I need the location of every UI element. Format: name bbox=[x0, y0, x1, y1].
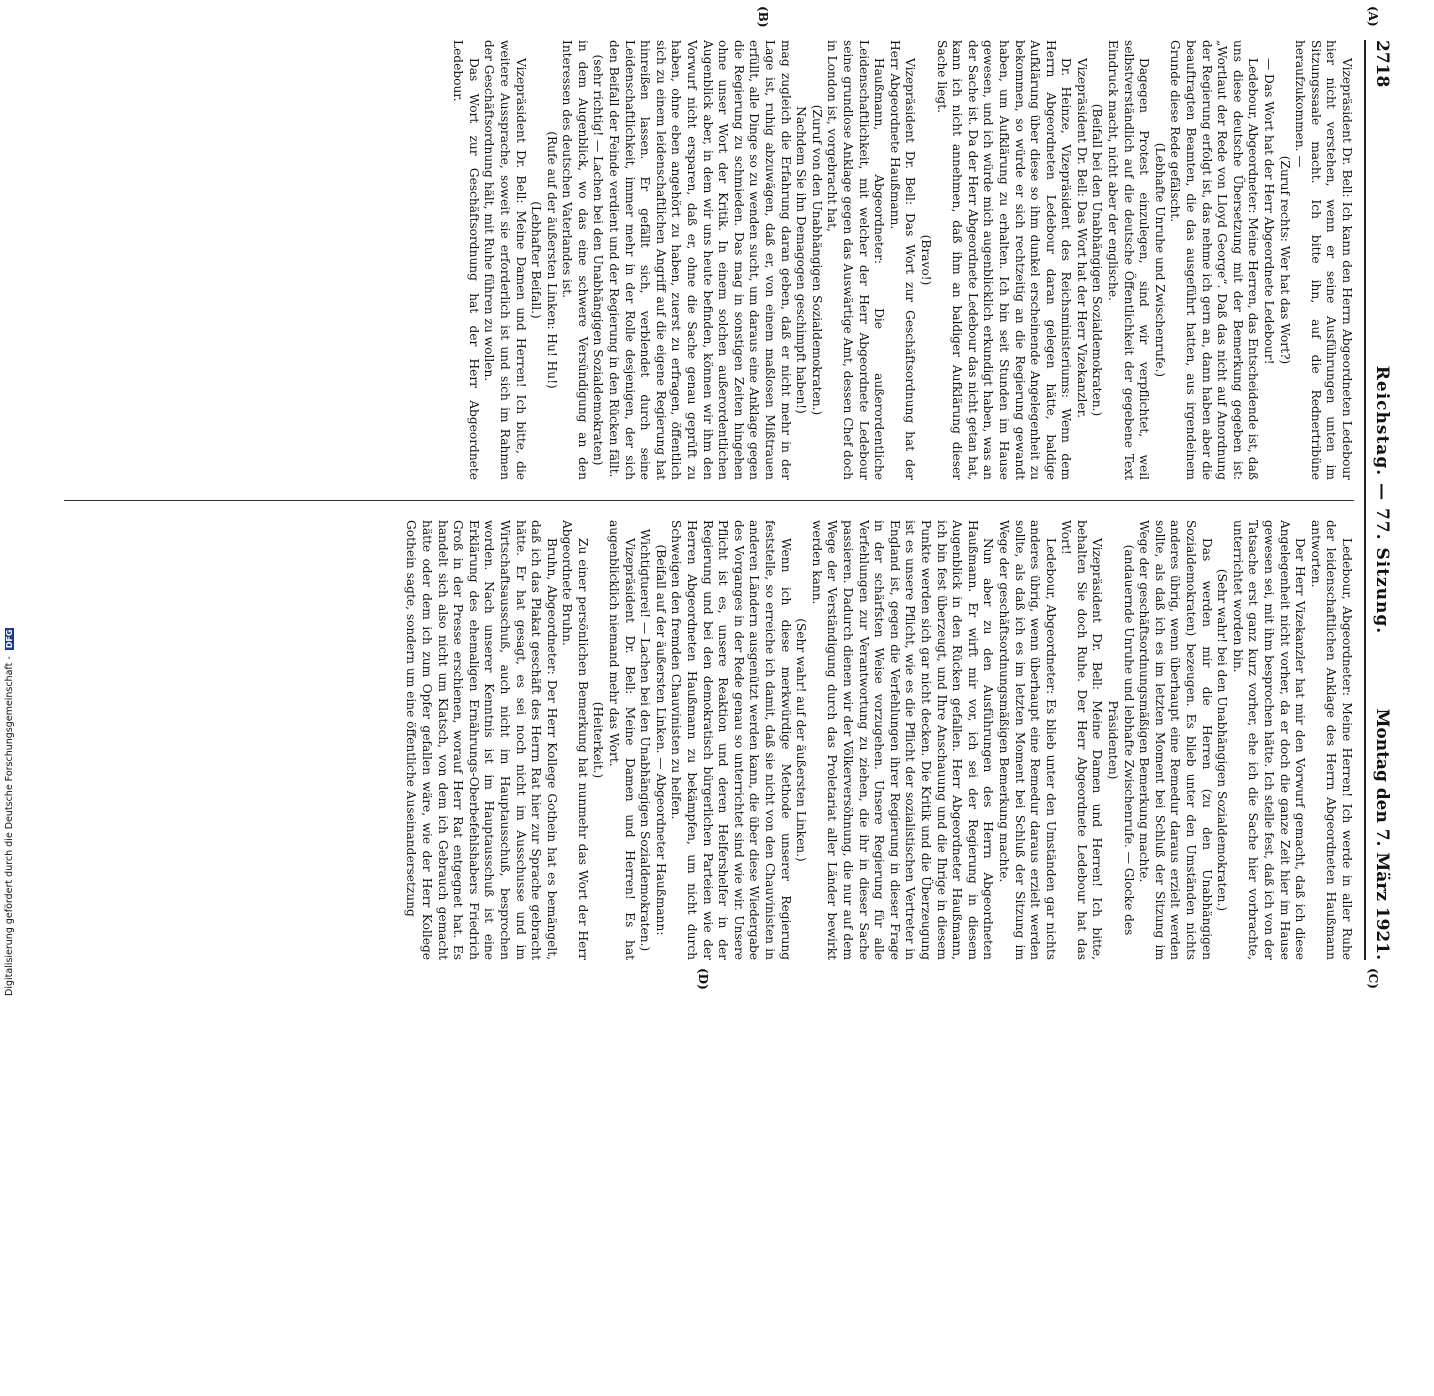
paragraph: Vizepräsident Dr. Bell: Das Wort zur Geschäftsordnung hat der Herr Abgeordnete Haußmann. bbox=[887, 40, 918, 480]
paragraph: Das Wort zur Geschäftsordnung hat der Herr Abgeordnete Ledebour. bbox=[451, 40, 481, 480]
paragraph: Wenn ich diese merkwürdige Methode unserer Regierung feststelle, so erreiche ich damit, daß sie nicht von den Chauvinisten in anderen Ländern ausgenützt werden kann, die über diese Wiedergabe des Vorganges in der Rede genau so unterrichtet sind wie wir. Unsere Pflicht ist es, unsere Reaktion und deren Helfershelfer in der Regierung und bei den demokratisch bürgerlichen Parteien wie der Herren Abgeordneten Haußmann zu bekämpfen, um nicht durch Schweigen den fremden Chauvinisten zu helfen. bbox=[669, 520, 793, 960]
paragraph: Dagegen Protest einzulegen, sind wir verpflichtet, weil selbstverständlich auf die deutsche Öffentlichkeit der gegebene Text Eindruck macht, nicht aber der englische. bbox=[1106, 40, 1152, 480]
paragraph: Zu einer persönlichen Bemerkung hat nunmehr das Wort der Herr Abgeordnete Bruhn. bbox=[560, 520, 590, 960]
interjection: (Lebhafter Beifall.) bbox=[529, 201, 544, 319]
page-date: Montag den 7. März 1921. bbox=[1372, 708, 1392, 960]
speech-paragraph: Vizepräsident Dr. Bell: Meine Damen und Herren! Ich bitte, die weitere Aussprache, soweit sie erforderlich ist und sich im Rahmen der Geschäftsordnung hält, mit Ruhe führen zu wollen. bbox=[482, 40, 528, 480]
page-title: Reichstag. — 77. Sitzung. bbox=[1372, 365, 1392, 635]
speech-paragraph: Dr. Heinze, Vizepräsident des Reichsministeriums: Wenn dem Herrn Abgeordneten Ledebour daran gelegen hätte, baldige Aufklärung über diese so ihm dunkel erscheinende Angelegenheit zu bekommen, so würde er sich rechtzeitig an die Regierung gewandt haben, um Aufklärung zu erhalten. Ich bin seit Stunden im Hause gewesen, und ich würde mich augenblicklich erkundigt haben, was an der Sache ist. Da der Herr Abgeordnete Ledebour das nicht getan hat, kann ich nicht annehmen, daß ihm an baldiger Aufklärung dieser Sache liegt. bbox=[934, 40, 1074, 480]
paragraph: Vizepräsident Dr. Bell: Ich kann den Herrn Abgeordneten Ledebour hier nicht verstehen, wenn er seine Ausführungen unten im Sitzungssaale macht. Ich bitte ihn, auf die Rednertribüne heraufzukommen. — bbox=[1293, 40, 1354, 480]
left-column bbox=[450, 40, 1354, 480]
interjection: (Zuruf rechts: Wer hat das Wort?) bbox=[1277, 155, 1292, 365]
paragraph: Vizepräsident Dr. Bell: Meine Damen und Herren! Ich bitte, behalten Sie doch Ruhe. Der Herr Abgeordnete Ledebour hat das Wort! bbox=[1059, 520, 1105, 960]
interjection: (Bravo!) bbox=[918, 234, 933, 286]
speech-paragraph: Ledebour, Abgeordneter: Meine Herren, das Entscheidende ist, daß uns diese deutsche Übersetzung mit der Bemerkung gegeben ist: „Wortlaut der Rede von Lloyd George“. Daß das nicht auf Anordnung der Regierung erfolgt ist, das nehme ich gern an, dann haben aber die beauftragten Beamten, die das ausgeführt hatten, aus irgendeinem Grunde diese Rede gefälscht. bbox=[1168, 40, 1261, 480]
column-divider bbox=[64, 500, 1354, 501]
paragraph: Nun aber zu den Ausführungen des Herrn Abgeordneten Haußmann. Er wirft mir vor, ich sei der Regierung in diesem Augenblick in den Rücken gefallen. Herr Abgeordneter Haußmann, ich bin fest überzeugt, und Ihre Anschauung und die Ihrige in diesem Punkte werden sich gar nicht decken. Die Kritik und die Überzeugung ist es unsere Pflicht, wie es die Pflicht der sozialistischen Vertreter in England ist, gegen die Verfehlungen ihrer Regierung in dieser Frage in der schärfsten Weise vorzugehen. Unsere Regierung für alle Verfehlungen zur Verantwortung zu ziehen, die ihr in dieser Sache passieren. Dadurch dienen wir der Völkerversöhnung, die nur auf dem Wege der Verständigung durch das Proletariat aller Länder bewirkt werden kann. bbox=[809, 520, 996, 960]
interjection: Nachdem Sie ihn Demagogen geschimpft haben!) bbox=[794, 106, 809, 414]
interjection: (Heiterkeit.) bbox=[591, 701, 606, 779]
right-column bbox=[403, 520, 1354, 960]
speech-paragraph: Bruhn, Abgeordneter: Der Herr Kollege Gothein hat es bemängelt, daß ich das Plakat geschäft des Herrn Rat hier zur Sprache gebracht hätte. Er hat gesagt, es sei noch nicht im Ausschusse und im Wirtschaftsausschuß, auch nicht im Hauptausschuß, besprochen worden. Nach unserer Kenntnis ist im Hauptausschuß ist eine Erklärung des ehemaligen Ernährungs-Oberbefehlshabers Friedrich Groß in der Presse erschienen, worauf Herr Rat entgegnet hat. Es handelt sich also nicht um Klatsch, von dem ich Gebrauch gemacht hätte oder dem ich zum Opfer gefallen wäre, wie der Herr Kollege Gothein sagte, sondern um eine öffentliche Auseinandersetzung bbox=[404, 520, 559, 960]
paragraph: Der Herr Vizekanzler hat mir den Vorwurf gemacht, daß ich diese Angelegenheit nicht vorher, da er doch die ganze Zeit hier im Hause gewesen sei, mit ihm besprochen hätte. Ich stelle fest, daß ich von der Tatsache erst ganz kurz vorher, ehe ich die Sache hier vorbrachte, unterrichtet worden bin. bbox=[1230, 520, 1308, 960]
interjection: (Zuruf von den Unabhängigen Sozialdemokraten.) bbox=[809, 104, 824, 416]
speech-paragraph: Ledebour, Abgeordneter: Meine Herren! Ich werde in aller Ruhe der leidenschaftlichen Anklage des Herrn Abgeordneten Haußmann antworten. bbox=[1308, 520, 1354, 960]
paragraph: mag zugleich die Erfahrung daran geben, daß er nicht mehr in der Lage ist, ruhig abzuwägen, daß er, von einem maßlosen Mißtrauen erfüllt, alle Dinge so zu wenden sucht, um daraus eine Anklage gegen die Regierung zu schmieden. Das mag in sonstigen Zeiten hingehen ohne unser Wort der Kritik. In einem solchen außerordentlichen Augenblick aber, in dem wir uns heute befinden, können wir ihm den Vorwurf nicht ersparen, daß er, ohne die Sache genau geprüft zu haben, ohne eben angehört zu haben, zuerst zu erfragen, öffentlich sich zu einem leidenschaftlichen Angriff auf die eigene Regierung hat hinreißen lassen. Er gefällt sich, verblendet durch seine Leidenschaftlichkeit, immer mehr in der Rolle desjenigen, der sich den Beifall der Feinde verdient und der Regierung in den Rücken fällt. bbox=[607, 40, 793, 480]
page-number: 2718 bbox=[1372, 40, 1392, 88]
interjection: (Beifall auf der äußersten Linken. — Abgeordneter Haußmann: Wichtigtuerei! — Lachen bei den Unabhängigen Sozialdemokraten.) bbox=[638, 528, 668, 952]
paragraph: — Das Wort hat der Herr Abgeordnete Ledebour! bbox=[1262, 58, 1277, 365]
paragraph: Vizepräsident Dr. Bell: Das Wort hat der Herr Vizekanzler. bbox=[1074, 58, 1089, 419]
speech-paragraph: Haußmann, Abgeordneter: Die außerordentliche Leidenschaftlichkeit, mit welcher der Herr Abgeordnete Ledebour seine grundlose Anklage gegen das Auswärtige Amt, dessen Chef doch in London ist, vorgebracht hat, bbox=[825, 40, 887, 480]
digitization-note: Digitalisierung gefördert durch die Deutsche Forschungsgemeinschaft - bbox=[4, 656, 15, 996]
column-marker-a: (A) bbox=[1366, 6, 1380, 27]
interjection: (Lebhafte Unruhe und Zwischenrufe.) bbox=[1152, 142, 1167, 378]
footer bbox=[4, 629, 18, 1396]
interjection: (andauernde Unruhe und lebhafte Zwischenrufe. — Glocke des Präsidenten) bbox=[1106, 544, 1136, 936]
paragraph: Vizepräsident Dr. Bell: Meine Damen und Herren! Es hat augenblicklich niemand mehr das Wort. bbox=[607, 520, 637, 960]
digitization-footer bbox=[4, 628, 15, 996]
column-marker-b: (B) bbox=[756, 6, 770, 28]
dfg-logo: DFG bbox=[5, 629, 14, 649]
interjection: (Beifall bei den Unabhängigen Sozialdemokraten.) bbox=[1090, 103, 1105, 417]
column-marker-d: (D) bbox=[696, 968, 710, 990]
interjection: (sehr richtig! — Lachen bei den Unabhängigen Sozialdemokraten) bbox=[591, 54, 606, 466]
page-header bbox=[1364, 40, 1392, 960]
interjection: (Sehr wahr! bei den Unabhängigen Sozialdemokraten.) bbox=[1215, 568, 1230, 912]
interjection: (Rufe auf der äußersten Linken: Hu! Hu!) bbox=[544, 131, 559, 389]
paragraph: in dem Augenblick, wo das eine schwere Versündigung an den Interessen des deutschen Vaterlandes ist. bbox=[560, 40, 590, 480]
paragraph: Das werden mir die Herren (zu den Unabhängigen Sozialdemokraten) bezeugen. Es blieb unter den Umständen nichts anderes übrig, wenn überhaupt eine Remedur daraus erzielt werden sollte, als daß ich es im letzten Moment bei Schluß der Sitzung im Wege der geschäftsordnungsmäßigen Bemerkung machte. bbox=[1137, 520, 1214, 960]
interjection: (Sehr wahr! auf der äußersten Linken.) bbox=[794, 618, 809, 862]
column-marker-c: (C) bbox=[1366, 968, 1380, 989]
speech-paragraph: Ledebour, Abgeordneter: Es blieb unter den Umständen gar nichts anderes übrig, wenn überhaupt eine Remedur daraus erzielt werden sollte, als daß ich es im letzten Moment bei Schluß der Sitzung im Wege der geschäftsordnungsmäßigen Bemerkung machte. bbox=[996, 520, 1058, 960]
